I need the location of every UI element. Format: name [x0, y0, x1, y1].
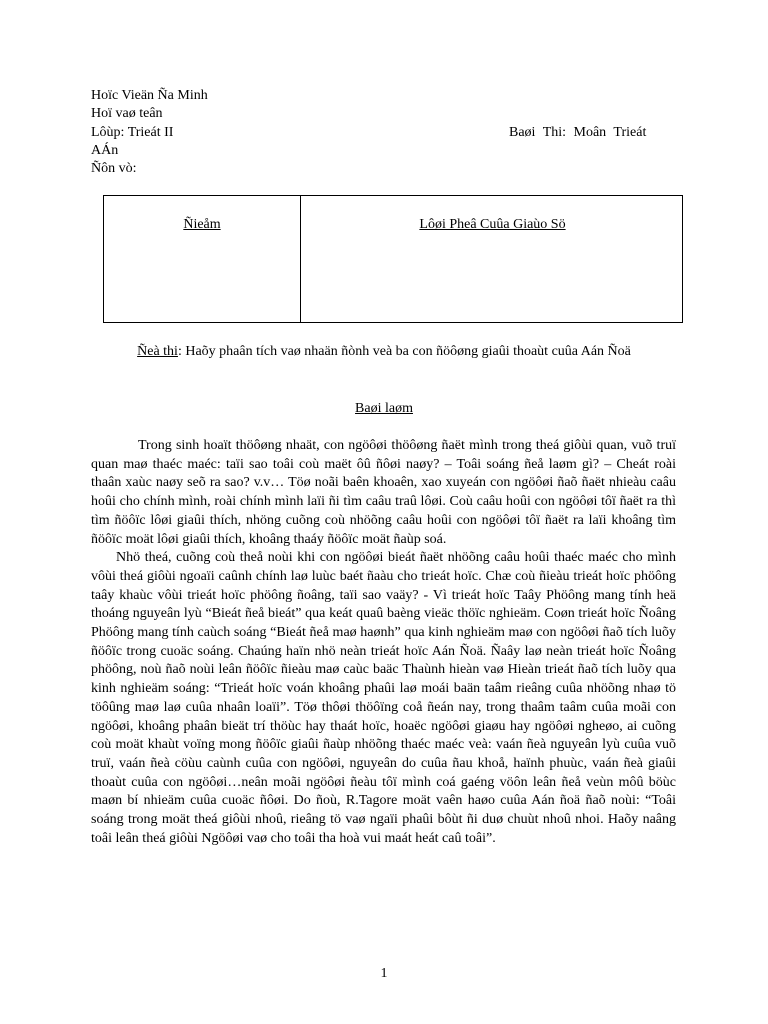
score-header: Ñieåm	[183, 217, 221, 232]
exam-subject: Baøi Thi: Moân Trieát	[509, 125, 647, 140]
essay-body	[91, 437, 676, 848]
topic-label: Ñeà thi	[137, 344, 178, 359]
paragraph: Trong sinh hoaït thöôøng nhaät, con ngöôøi thöôøng ñaët mình trong theá giôùi quan, vuõ truï quan maø thaéc maéc: taïi sao toâi coù maët ôû ñôøi naøy? – Toâi soáng ñeå laøm gì? – Cheát roài thaân xaùc naøy seõ ra sao? v.v… Töø noãi baên khoaên, xao xuyeán con ngöôøi ñaõ ñaët nhieàu caâu hoûi cho chính mình, roài chính mình laïi ñi tìm caâu traû lôøi. Coù caâu hoûi con ngöôøi tôï ñaët ra thì tìm ñöôïc lôøi giaûi thích, nhöng cuõng coù nhöõng caâu hoûi con ngöôøi tôï ñaët ra laïi khoâng tìm ñöôïc moät lôøi giaûi thích, khoâng thaáy ñöôïc moät ñaùp soá.	[91, 438, 676, 547]
topic-text: : Haõy phaân tích vaø nhaän ñònh veà ba con ñöôøng giaûi thoaùt cuûa Aán Ñoä	[177, 344, 631, 359]
student-name-label: Hoï vaø teân	[91, 106, 163, 121]
teacher-comment-header: Lôøi Pheâ Cuûa Giaùo Sö	[419, 217, 566, 232]
class-label: Lôùp: Trieát II	[91, 125, 174, 140]
essay-title: Baøi laøm	[355, 401, 413, 416]
grade-table	[103, 195, 683, 323]
unit-label: Ñôn vò:	[91, 161, 137, 176]
exam-subject-continued: AÁn	[91, 143, 119, 158]
exam-topic	[100, 343, 668, 361]
paragraph: Nhö theá, cuõng coù theå noùi khi con ngöôøi bieát ñaët nhöõng caâu hoûi thaéc maéc cho mình vôùi theá giôùi ngoaïi caûnh chính laø luùc baét ñaàu cho trieát hoïc. Chæ coù ñieàu trieát hoïc phöông taây khaùc vôùi trieát hoïc phöông ñoâng, taïi sao vaäy? - Vì trieát hoïc Taây Phöông mang tính heä thoáng nguyeân lyù “Bieát ñeå bieát” qua keát quaû baèng vieäc thöïc nghieäm. Coøn trieát hoïc Ñoâng Phöông mang tính caùch soáng “Bieát ñeå maø haønh” qua kinh nghieäm maø con ngöôøi ñaõ tích luõy ñöôïc trong cuoäc soáng. Chaúng haïn nhö neàn trieát hoïc Aán Ñoä. Ñaây laø neàn trieát hoïc Ñoâng phöông, noù ñaõ noùi leân ñöôïc ñieàu maø caùc baäc Thaùnh hieàn vaø Hieàn trieát ñaõ tích luõy qua kinh nghieäm soáng: “Trieát hoïc voán khoâng phaûi laø moái baän taâm rieâng cuûa nhöõng nhaø tö töôûng maø laø cuûa nhaân loaïi”. Töø thôøi thöôïng coå ñeán nay, trong thaâm taâm cuûa moãi con ngöôøi, khoâng phaân bieät trí thöùc hay thaát hoïc, hoaëc ngöôøi giaøu hay ngöôøi ngheøo, ai cuõng coù moät khaùt voïng mong ñöôïc giaûi ñaùp nhöõng thaéc maéc veà: vaán ñeà nguyeân lyù cuûa vuõ truï, vaán ñeà cöùu caùnh cuûa con ngöôøi, nguyeân do cuûa ñau khoå, haïnh phuùc, vaán ñeà giaûi thoaùt cuûa con ngöôøi…neân moãi ngöôøi ñeàu tôï mình coá gaéng vöôn leân ñeå veùn môû böùc maøn bí nhieäm cuûa cuoäc ñôøi. Do ñoù, R.Tagore moät vaên haøo cuûa Aán ñoä ñaõ noùi: “Toâi soáng trong moät theá giôùi nhoû, rieâng tö vaø ngaïi phaûi bôùt ñi duø chuùt nhoû nhoi. Haõy naâng toâi leân theá giôùi Ngöôøi vaø cho toâi tha hoà vui maát heát caû toâi”.	[91, 550, 676, 846]
page-number: 1	[380, 966, 388, 981]
grade-table-divider	[300, 196, 301, 322]
school-name: Hoïc Vieän Ña Minh	[91, 88, 208, 103]
